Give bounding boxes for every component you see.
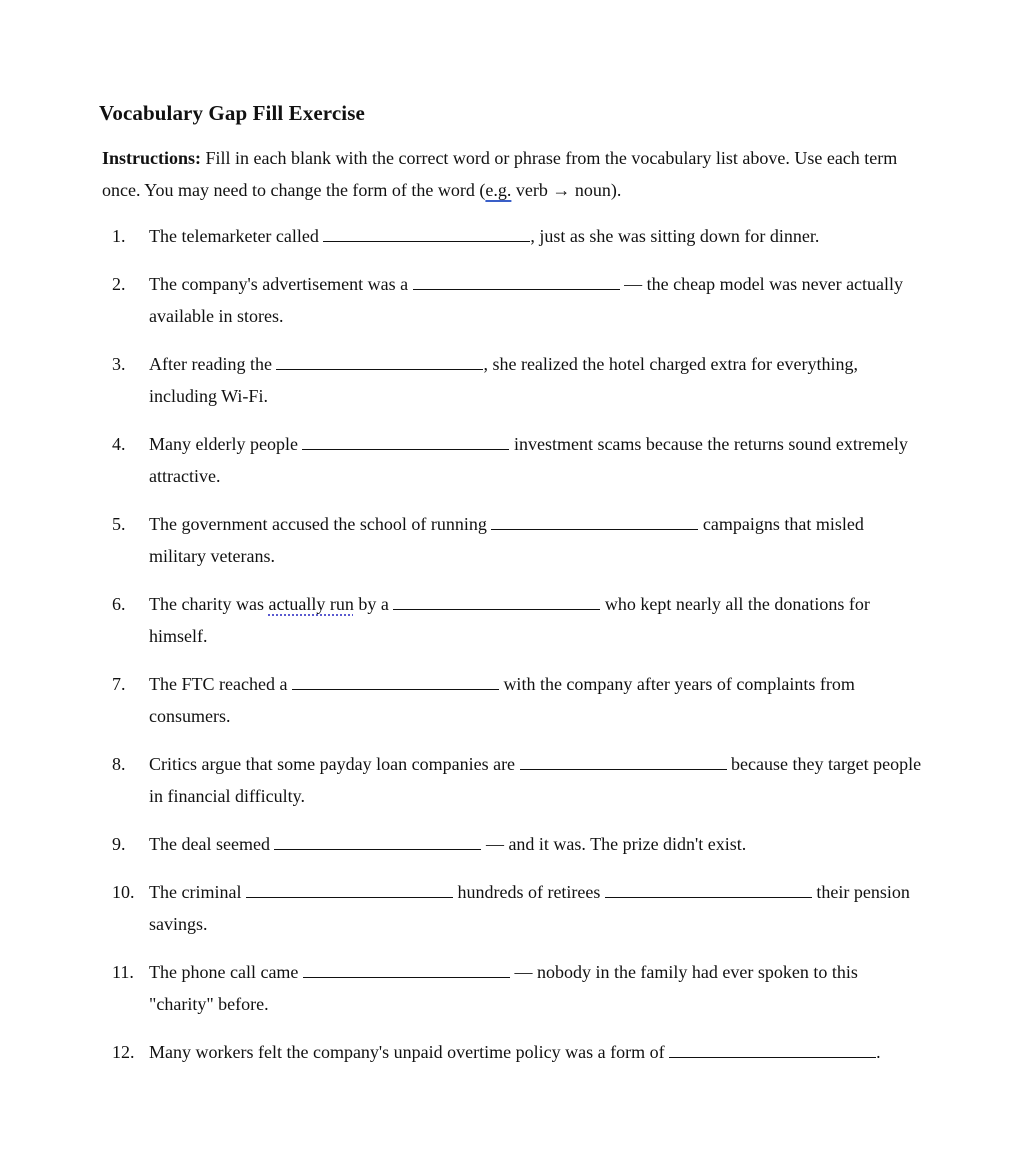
item-text: After reading the xyxy=(149,354,277,374)
exercise-item-7 xyxy=(112,668,924,732)
item-number: 6. xyxy=(112,594,126,614)
exercise-item-6 xyxy=(112,588,924,652)
item-text: The telemarketer called xyxy=(149,226,324,246)
exercise-item-4 xyxy=(112,428,924,492)
item-text: hundreds of retirees xyxy=(452,882,605,902)
item-text: , just as she was sitting down for dinner. xyxy=(530,226,820,246)
item-number: 1. xyxy=(112,226,126,246)
item-text: — and it was. The prize didn't exist. xyxy=(481,834,747,854)
answer-blank[interactable] xyxy=(323,225,530,242)
answer-blank[interactable] xyxy=(302,433,509,450)
exercise-item-12 xyxy=(112,1036,924,1068)
item-text: The charity was xyxy=(149,594,269,614)
instructions-text-after: verb → noun). xyxy=(511,180,622,200)
item-text: Many elderly people xyxy=(149,434,303,454)
item-text: who kept nearly all the donations for himself. xyxy=(149,594,870,646)
answer-blank[interactable] xyxy=(669,1041,876,1058)
item-text: Many workers felt the company's unpaid overtime policy was a form of xyxy=(149,1042,670,1062)
item-number: 2. xyxy=(112,274,126,294)
item-text: by a xyxy=(353,594,394,614)
exercise-item-10 xyxy=(112,876,924,940)
item-text: . xyxy=(876,1042,881,1062)
item-text: The FTC reached a xyxy=(149,674,292,694)
item-number: 5. xyxy=(112,514,126,534)
exercise-item-2 xyxy=(112,268,924,332)
grammar-flagged-text[interactable]: actually run xyxy=(268,594,354,614)
answer-blank[interactable] xyxy=(292,673,499,690)
item-number: 3. xyxy=(112,354,126,374)
exercise-item-3 xyxy=(112,348,924,412)
exercise-item-8 xyxy=(112,748,924,812)
item-text: — nobody in the family had ever spoken to this "charity" before. xyxy=(149,962,858,1014)
exercise-item-11 xyxy=(112,956,924,1020)
instructions-text-before: Fill in each blank with the correct word or phrase from the vocabulary list above. Use each term once. You may need to change the form of the word ( xyxy=(102,148,898,200)
item-number: 11. xyxy=(112,962,134,982)
answer-blank[interactable] xyxy=(393,593,600,610)
page-title: Vocabulary Gap Fill Exercise xyxy=(99,101,365,125)
answer-blank[interactable] xyxy=(303,961,510,978)
item-number: 4. xyxy=(112,434,126,454)
item-text: , she realized the hotel charged extra for everything, including Wi-Fi. xyxy=(149,354,858,406)
item-text: The government accused the school of running xyxy=(149,514,492,534)
item-number: 10. xyxy=(112,882,135,902)
answer-blank[interactable] xyxy=(491,513,698,530)
item-number: 12. xyxy=(112,1042,135,1062)
answer-blank[interactable] xyxy=(520,753,727,770)
item-text: campaigns that misled military veterans. xyxy=(149,514,864,566)
item-text: Critics argue that some payday loan companies are xyxy=(149,754,520,774)
item-text: The criminal xyxy=(149,882,246,902)
answer-blank[interactable] xyxy=(413,273,620,290)
instructions-label: Instructions: xyxy=(102,148,202,168)
item-text: with the company after years of complaints from consumers. xyxy=(149,674,855,726)
exercise-item-5 xyxy=(112,508,924,572)
item-number: 9. xyxy=(112,834,126,854)
answer-blank[interactable] xyxy=(276,353,483,370)
item-text: their pension savings. xyxy=(149,882,910,934)
eg-abbreviation: e.g. xyxy=(485,180,512,200)
item-text: investment scams because the returns sound extremely attractive. xyxy=(149,434,908,486)
exercise-item-9 xyxy=(112,828,924,860)
item-number: 8. xyxy=(112,754,126,774)
exercise-item-1 xyxy=(112,220,924,252)
item-text: The phone call came xyxy=(149,962,303,982)
answer-blank[interactable] xyxy=(246,881,453,898)
item-text: — the cheap model was never actually available in stores. xyxy=(149,274,904,326)
item-text: The deal seemed xyxy=(149,834,275,854)
answer-blank[interactable] xyxy=(274,833,481,850)
instructions-paragraph xyxy=(102,142,922,206)
item-text: The company's advertisement was a xyxy=(149,274,413,294)
answer-blank[interactable] xyxy=(605,881,812,898)
item-number: 7. xyxy=(112,674,126,694)
item-text: because they target people in financial difficulty. xyxy=(149,754,922,806)
